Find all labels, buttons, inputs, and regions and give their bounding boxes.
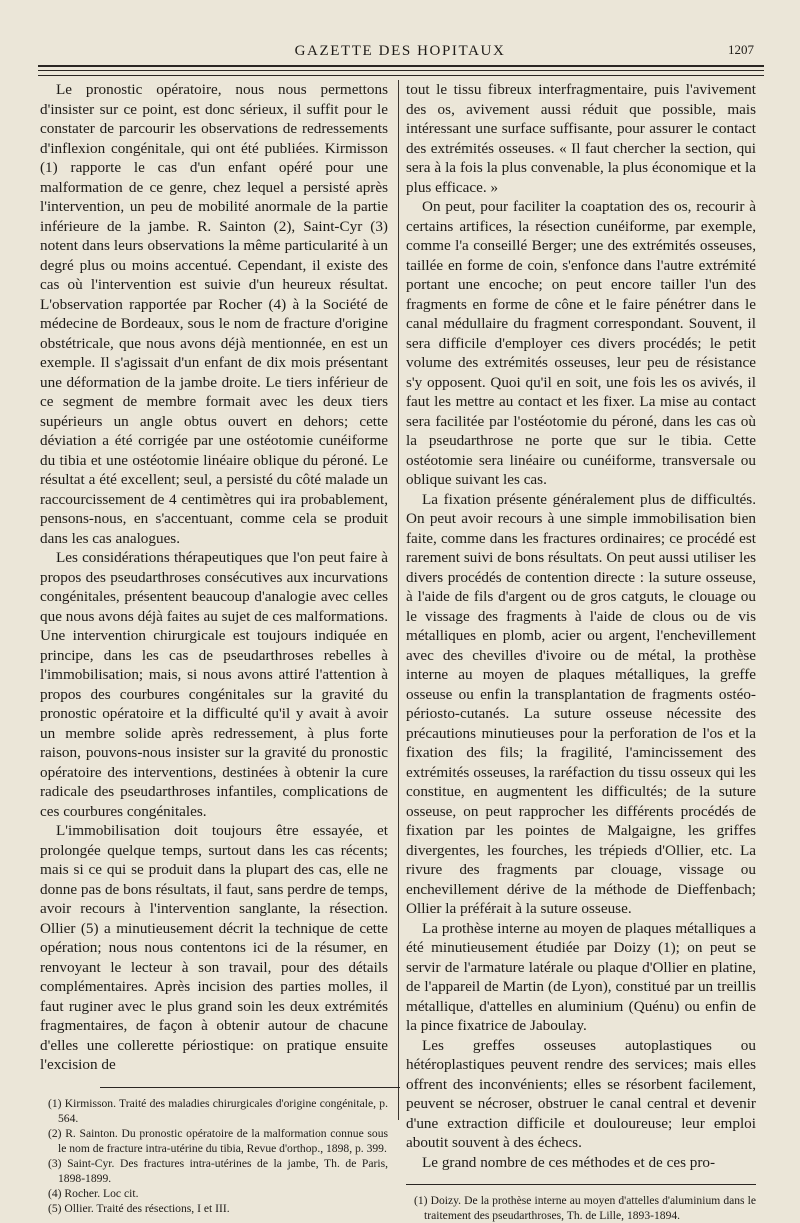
left-column (40, 80, 388, 1216)
footnote: (5) Ollier. Traité des résections, I et III. (48, 1201, 230, 1215)
paragraph: On peut, pour faciliter la coaptation des os, recourir à certains artifices, la résection cunéiforme, par exemple, comme l'a conseillé Berger; une des extrémités osseuses, taillée en forme de coin, s'enfonce dans l'autre extrémité portant une encoche; on peut encore tailler l'un des fragments en forme de cône et le faire pénétrer dans le canal médullaire du fragment correspondant. Souvent, il sera difficile d'employer ces divers procédés; le petit volume des extrémités osseuses, leur peu de résistance s'y opposent. Quoi qu'il en soit, une fois les os avivés, il faut les mettre au contact et les fixer. La mise au contact sera facilitée par l'ostéotomie du péroné, dans les cas où la pseudarthrose ne porte que sur le tibia. Cette ostéotomie sera linéaire ou cunéiforme, transversale ou oblique suivant les cas. (406, 198, 756, 488)
header-rule (38, 70, 764, 71)
footnote: (3) Saint-Cyr. Des fractures intra-utérines de la jambe, Th. de Paris, 1898-1899. (48, 1156, 388, 1185)
paragraph: Les greffes osseuses autoplastiques ou hétéroplastiques peuvent rendre des services; mais elles offrent des inconvénients; elles se résorbent facilement, peuvent se nécroser, obstruer le canal central et devenir d'une extraction difficile et douloureuse; leur emploi aboutit souvent à des échecs. (406, 1036, 756, 1151)
footnote: (2) R. Sainton. Du pronostic opératoire de la malformation connue sous le nom de fracture intra-utérine du tibia, Revue d'orthop., 1898, p. 399. (48, 1126, 388, 1155)
paragraph: tout le tissu fibreux interfragmentaire, puis l'avivement des os, avivement aussi réduit que possible, mais intéressant une surface suffisante, pour assurer le contact des extrémités osseuses. « Il faut chercher la section, qui sera à la fois la plus convenable, la plus économique et la plus efficace. » (406, 81, 756, 196)
column-divider (398, 80, 399, 1120)
paragraph: Le pronostic opératoire, nous nous permettons d'insister sur ce point, est donc sérieux, il suffit pour le constater de parcourir les observations de redressements d'inflexion congénitale, qui ont été publiées. Kirmisson (1) rapporte le cas d'un enfant opéré pour une malformation de ce genre, chez lequel a persisté après l'intervention, un peu de mobilité anormale de la partie inférieure de la jambe. R. Sainton (2), Saint-Cyr (3) notent dans leurs observations la même particularité à un degré plus ou moins accentué. Cependant, il existe des cas où l'intervention est suivie d'un heureux résultat. L'observation rapportée par Rocher (4) à la Société de médecine de Bordeaux, sous le nom de fracture d'origine obstétricale, que nous avons déjà mentionnée, en est un exemple. Il s'agissait d'un enfant de dix mois présentant une déformation de la jambe droite. Le tiers inférieur de ce segment de membre formait avec les deux tiers supérieurs un angle obtus ouvert en dehors; cette déviation a été corrigée par une ostéotomie cunéiforme du tibia et une ostéotomie linéaire oblique du péroné. Le résultat a été excellent; seul, a persisté du côté malade un raccourcissement de 4 centimètres qui ira probablement, pensons-nous, en s'accentuant, comme cela se produit dans les cas analogues. (40, 81, 388, 547)
running-title: GAZETTE DES HOPITAUX (294, 43, 506, 59)
paragraph: Le grand nombre de ces méthodes et de ces pro- (422, 1153, 716, 1171)
paragraph: Les considérations thérapeutiques que l'on peut faire à propos des pseudarthroses consécutives aux incurvations congénitales, présentent beaucoup d'analogie avec celles que nous avons déjà faites au sujet de ces malformations. Une intervention chirurgicale est toujours indiquée en principe, dans les cas de pseudarthroses rebelles à l'immobilisation; mais, si nous avons attiré l'attention à propos des courbures congénitales sur la gravité du pronostic opératoire et la difficulté qu'il y avait à avoir un membre solide après redressement, à plus forte raison, pouvons-nous insister sur la gravité du pronostic opératoire des interventions, destinées à obtenir la cure radicale des pseudarthroses infantiles, complications de ces courbures congénitales. (40, 549, 388, 820)
footnote-rule (406, 1184, 756, 1185)
footnotes (40, 1096, 388, 1216)
footnote: (4) Rocher. Loc cit. (48, 1186, 139, 1200)
footnote-rule (100, 1087, 400, 1088)
footnote: (1) Doizy. De la prothèse interne au moyen d'attelles d'aluminium dans le traitement des pseudarthroses, Th. de Lille, 1893-1894. (414, 1194, 756, 1222)
paragraph: L'immobilisation doit toujours être essayée, et prolongée quelque temps, surtout dans les cas récents; mais si ce qui se produit dans la plupart des cas, elle ne donne pas de bons résultats, il faut, sans perdre de temps, avoir recours à l'intervention sanglante, la résection. Ollier (5) a minutieusement décrit la technique de cette opération; nous nous contentons ici de la résumer, en renvoyant le lecteur à son travail, pour des détails complémentaires. Après incision des parties molles, il faut ruginer avec le plus grand soin les deux extrémités fragmentaires, de façon à obtenir autour de chacune d'elles une collerette périostique: on pratique ensuite l'excision de (40, 822, 388, 1073)
footnotes (406, 1193, 756, 1223)
right-column (406, 80, 756, 1223)
page-number: 1207 (728, 42, 754, 57)
footnote: (1) Kirmisson. Traité des maladies chirurgicales d'origine congénitale, p. 564. (48, 1096, 388, 1125)
paragraph: La fixation présente généralement plus de difficultés. On peut avoir recours à une simple immobilisation bien faite, comme dans les fractures ordinaires; ce procédé est rarement suivi de bons résultats. On peut aussi utiliser les divers procédés de contention directe : la suture osseuse, à l'aide de fils d'argent ou de gros catguts, le clouage ou le vissage des fragments à l'aide de clous ou de vis métalliques en plomb, acier ou argent, l'enchevillement avec des chevilles d'ivoire ou de métal, la prothèse interne au moyen de plaques métalliques, la greffe osseuse ou enfin la transplantation de fragments ostéo-périosto-cutanés. La suture osseuse nécessite des précautions minutieuses pour la perforation de l'os et la fixation des fils; la fragilité, l'amincissement des extrémités osseuses, la raréfaction du tissu osseux qui les constitue, en augmentent les difficultés; de la suture osseuse, on peut rapprocher les différents procédés de fixation par les pointes de Malgaigne, les griffes divergentes, les fourches, les trépieds d'Ollier, etc. La rivure des fragments par clouage, vissage ou enchevillement dérive de la méthode de Dieffenbach; Ollier la préférait à la suture osseuse. (406, 490, 756, 917)
header-rule (38, 75, 764, 76)
header-rule (38, 65, 764, 67)
paragraph: La prothèse interne au moyen de plaques métalliques a été minutieusement étudiée par Doizy (1); on peut se servir de l'armature latérale ou plaque d'Ollier en platine, de l'appareil de Martin (de Lyon), constitué par un treillis métallique, d'attelles en aluminium (Quénu) ou enfin de la pince fixatrice de Jaboulay. (406, 919, 756, 1034)
